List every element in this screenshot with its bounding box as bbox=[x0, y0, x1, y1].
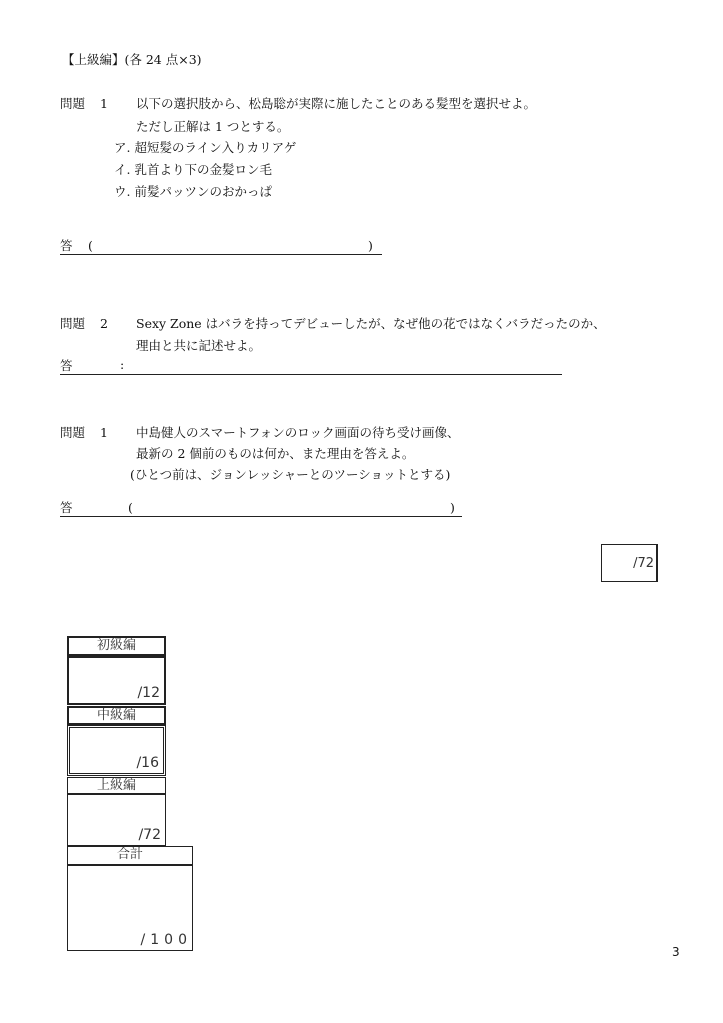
total-label: 合計 bbox=[67, 846, 193, 865]
intermediate-label: 中級編 bbox=[67, 706, 166, 725]
q3-text-line3: (ひとつ前は、ジョンレッシャーとのツーショットとする) bbox=[130, 467, 451, 482]
q3-answer-paren-close: ) bbox=[450, 500, 455, 515]
q1-option-i: イ. 乳首より下の金髪ロン毛 bbox=[114, 162, 272, 177]
section-header: 【上級編】(各 24 点×3) bbox=[62, 52, 202, 67]
advanced-score-box bbox=[67, 794, 166, 846]
q2-text-line1: Sexy Zone はバラを持ってデビューしたが、なぜ他の花ではなくバラだったのか、 bbox=[136, 316, 606, 331]
q1-label: 問題 bbox=[60, 96, 86, 111]
q2-number: 2 bbox=[100, 316, 108, 331]
q1-answer-paren-open: ( bbox=[88, 238, 93, 253]
total-score: /100 bbox=[140, 932, 192, 948]
q2-answer-label: 答 bbox=[60, 358, 73, 373]
section-score-box bbox=[601, 544, 658, 582]
q1-answer-line[interactable] bbox=[60, 254, 382, 255]
q3-number: 1 bbox=[100, 425, 108, 440]
q1-option-a: ア. 超短髪のライン入りカリアゲ bbox=[114, 140, 297, 155]
q3-label: 問題 bbox=[60, 425, 86, 440]
q2-answer-line[interactable] bbox=[60, 374, 562, 375]
q1-answer-label: 答 bbox=[60, 238, 73, 253]
q2-label: 問題 bbox=[60, 316, 86, 331]
beginner-score-box bbox=[67, 656, 166, 705]
q1-option-u: ウ. 前髪パッツンのおかっぱ bbox=[114, 184, 272, 199]
advanced-label: 上級編 bbox=[67, 777, 166, 794]
advanced-score: /72 bbox=[138, 827, 161, 843]
intermediate-score-box bbox=[67, 725, 166, 776]
page-number: 3 bbox=[672, 945, 680, 959]
q2-answer-colon: : bbox=[120, 357, 125, 372]
beginner-label: 初級編 bbox=[67, 636, 166, 656]
q1-text-line1: 以下の選択肢から、松島聡が実際に施したことのある髪型を選択せよ。 bbox=[136, 96, 537, 111]
q3-answer-paren-open: ( bbox=[128, 500, 133, 515]
q1-text-line2: ただし正解は 1 つとする。 bbox=[136, 119, 290, 134]
q1-answer-paren-close: ) bbox=[368, 238, 373, 253]
section-score-text: /72 bbox=[633, 556, 654, 571]
q3-answer-label: 答 bbox=[60, 500, 73, 515]
q2-text-line2: 理由と共に記述せよ。 bbox=[136, 338, 262, 353]
q1-number: 1 bbox=[100, 96, 108, 111]
total-score-box bbox=[67, 865, 193, 951]
q3-text-line2: 最新の 2 個前のものは何か、また理由を答えよ。 bbox=[136, 446, 415, 461]
q3-answer-line[interactable] bbox=[60, 516, 462, 517]
q3-text-line1: 中島健人のスマートフォンのロック画面の待ち受け画像、 bbox=[136, 425, 460, 440]
intermediate-score: /16 bbox=[136, 755, 159, 771]
beginner-score: /12 bbox=[137, 685, 160, 701]
